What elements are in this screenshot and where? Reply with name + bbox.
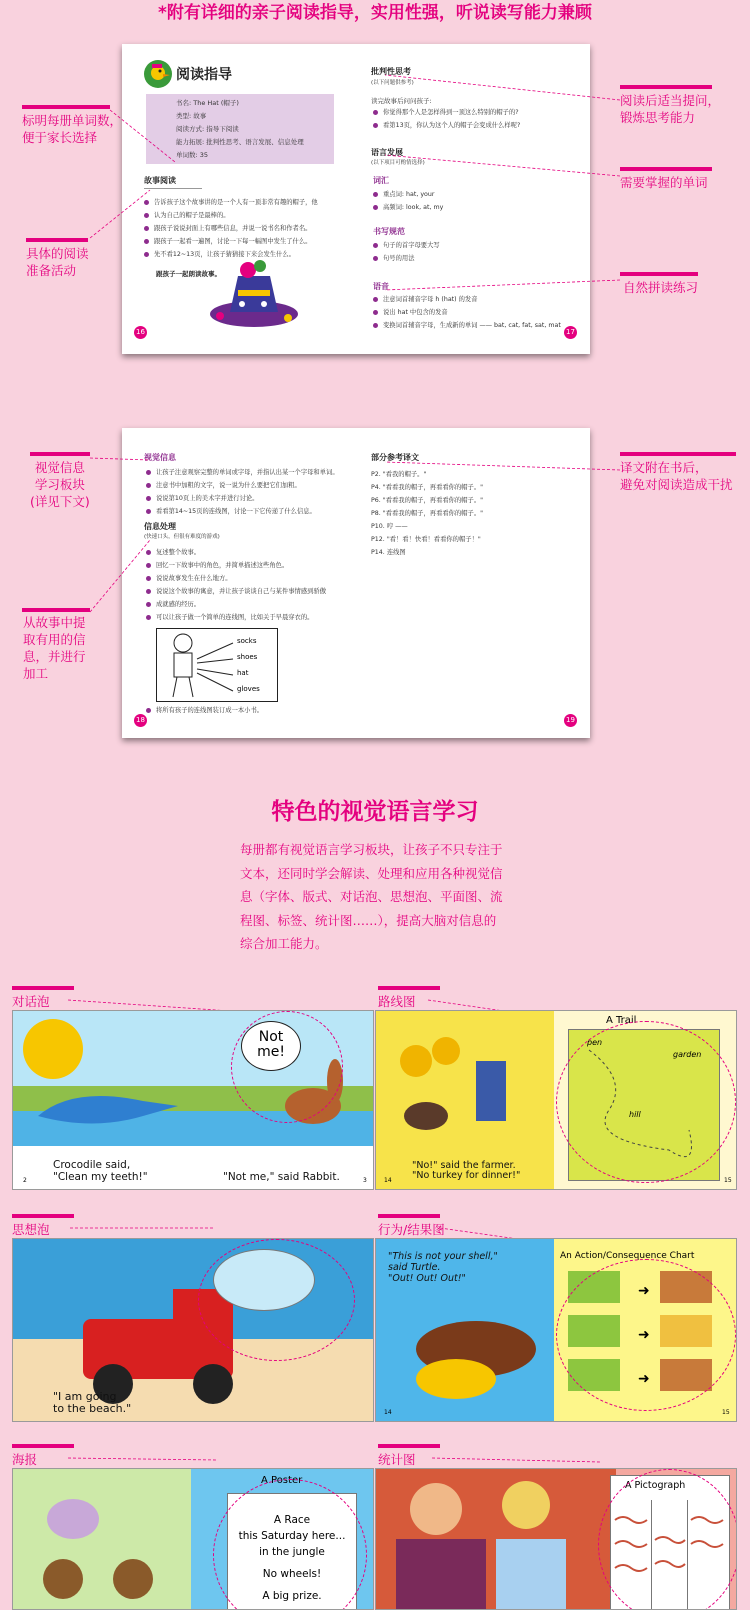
bullet-item: 看第13页，你认为这个人的帽子会变成什么样呢? — [373, 119, 520, 132]
section-description — [240, 838, 530, 956]
bullet-item: 说说第10页上的美术字并进行讨论。 — [146, 492, 339, 505]
heading-note: (以下问题供参考) — [371, 80, 414, 86]
bullet-item: 重点词: hat, your — [373, 188, 443, 201]
callout-phonics: 自然拼读练习 — [623, 280, 699, 295]
info-line: 能力拓展: 批判性思考、语言发展、信息处理 — [176, 138, 304, 146]
translation-line: P2. "看我的帽子。" — [371, 471, 427, 478]
info-processing-heading: 信息处理 — [144, 522, 176, 531]
heading-note: (以下项目可酌情选择) — [371, 160, 425, 166]
section-title: 特色的视觉语言学习 — [271, 798, 479, 825]
panel-label: 海报 — [12, 1452, 38, 1467]
chart-title: A Pictograph — [625, 1480, 686, 1491]
bullet-item: 注意书中加粗的文字，说一说为什么要把它们加粗。 — [146, 479, 339, 492]
bullet-item: 变换词首辅音字母，生成新的单词 —— bat, cat, fat, sat, mat — [373, 319, 561, 332]
question-intro: 读完故事后问问孩子: — [371, 97, 432, 105]
vocab-heading: 词汇 — [373, 176, 389, 185]
panel-caption: "This is not your shell," said Turtle. "Out! Out! Out!" — [388, 1251, 498, 1284]
page-number: 2 — [23, 1177, 27, 1184]
callout-info-processing: 从故事中提 取有用的信 息，并进行 加工 — [23, 615, 86, 681]
translation-line: P10. 哼 —— — [371, 523, 408, 530]
top-banner: *附有详细的亲子阅读指导，实用性强，听说读写能力兼顾 — [158, 3, 592, 23]
story-heading: 故事阅读 — [144, 176, 176, 185]
bullet-item: 你觉得那个人是怎样得到一顶这么特别的帽子的? — [373, 106, 520, 119]
speech-bubble: Not me! — [241, 1021, 301, 1071]
desc-line: 程图、标签、统计图……），提高大脑对信息的 — [240, 912, 497, 928]
bullet-item: 注意词首辅音字母 h (hat) 的发音 — [373, 293, 561, 306]
page-number: 17 — [564, 326, 577, 339]
desc-line: 息（字体、版式、对话泡、思想泡、平面图、流 — [240, 889, 503, 904]
translation-line: P6. "看看我的帽子，再看看你的帽子。" — [371, 497, 484, 504]
poster-panel — [12, 1468, 374, 1610]
poster-title: A Poster — [261, 1475, 303, 1486]
arrow-icon: ➜ — [638, 1327, 650, 1343]
guide-title: 阅读指导 — [176, 67, 232, 83]
panel-caption: "No!" said the farmer. "No turkey for dinner!" — [412, 1160, 521, 1181]
info-line: 单词数: 35 — [176, 151, 209, 159]
callout-vocab: 需要掌握的单词 — [620, 175, 708, 190]
diagram-word: gloves — [237, 685, 260, 693]
info-line: 书名: The Hat (帽子) — [176, 99, 239, 107]
page-number: 3 — [363, 1177, 367, 1184]
arrow-icon: ➜ — [638, 1371, 650, 1387]
thought-bubble-panel — [12, 1238, 374, 1422]
bullet-item: 先不看12~13页，让孩子猜猜接下来会发生什么。 — [144, 248, 318, 261]
writing-heading: 书写规范 — [373, 227, 405, 236]
callout-reading-prep: 具体的阅读 准备活动 — [26, 246, 89, 278]
bullet-item: 句号的用法 — [373, 252, 440, 265]
bullet-item: 让孩子注意观察完整的单词或字母，并指认出某一个字母和单词。 — [146, 466, 339, 479]
bullet-item: 可以让孩子做一个简单的连线图，比如关于早晨穿衣的。 — [146, 611, 326, 624]
info-line: 阅读方式: 指导下阅读 — [176, 125, 239, 133]
diagram-word: hat — [237, 669, 249, 677]
panel-label: 路线图 — [378, 994, 416, 1009]
info-line: 类型: 故事 — [176, 112, 207, 120]
chart-title: An Action/Consequence Chart — [560, 1251, 695, 1261]
bullet-item: 复述整个故事。 — [146, 546, 326, 559]
page-number: 18 — [134, 714, 147, 727]
pictograph-panel — [375, 1468, 737, 1610]
map-label: hill — [629, 1110, 641, 1119]
arrow-icon: ➜ — [638, 1283, 650, 1299]
page-number: 14 — [384, 1409, 392, 1416]
poster-line: A big prize. — [262, 1590, 322, 1602]
bullet-item: 句子的首字母要大写 — [373, 239, 440, 252]
bullet-item: 将所有孩子的连线图装订成一本小书。 — [146, 704, 263, 717]
poster-line: No wheels! — [262, 1568, 322, 1580]
panel-caption: Crocodile said, "Clean my teeth!" — [53, 1159, 148, 1183]
bullet-item: 说说这个故事的寓意，并让孩子谈谈自己与某件事情感到骄傲 — [146, 585, 326, 598]
read-together-line: 跟孩子一起朗读故事。 — [156, 270, 221, 278]
panel-caption: "Not me," said Rabbit. — [223, 1171, 340, 1183]
bullet-item: 说说故事发生在什么地方。 — [146, 572, 326, 585]
panel-label: 思想泡 — [12, 1222, 50, 1237]
map-label: garden — [673, 1050, 702, 1059]
farmer-illustration — [386, 1031, 546, 1151]
callout-word-count: 标明每册单词数， 便于家长选择 — [22, 113, 123, 145]
family-illustration — [376, 1469, 616, 1609]
panel-caption: "I am going to the beach." — [53, 1390, 132, 1415]
critical-thinking-heading: 批判性思考 — [371, 67, 411, 76]
crocodile-illustration — [33, 1076, 183, 1136]
speech-bubble-panel — [12, 1010, 374, 1190]
language-heading: 语言发展 — [371, 148, 403, 157]
turtle-illustration — [396, 1299, 546, 1409]
translation-line: P4. "看看我的帽子，再看看你的帽子。" — [371, 484, 484, 491]
page-number: 19 — [564, 714, 577, 727]
desc-line: 文本，还同时学会解读、处理和应用各种视觉信 — [240, 865, 503, 881]
bullet-item: 告诉孩子这个故事讲的是一个人有一顶非常有趣的帽子，他 — [144, 196, 318, 209]
page-number: 14 — [384, 1177, 392, 1184]
poster-line: this Saturday here... — [238, 1530, 346, 1542]
poster-line: in the jungle — [259, 1546, 325, 1558]
callout-translation: 译文附在书后， 避免对阅读造成干扰 — [620, 460, 733, 492]
page-number: 16 — [134, 326, 147, 339]
callout-visual-info: 视觉信息 学习板块 (详见下文) — [30, 460, 90, 509]
panel-label: 对话泡 — [12, 994, 50, 1009]
bullet-item-cont: 认为自己的帽子是最棒的。 — [144, 209, 318, 222]
map-label: pen — [587, 1038, 603, 1047]
bullet-item: 跟孩子一起看一遍图，讨论一下每一幅图中发生了什么。 — [144, 235, 318, 248]
phonics-heading: 语音 — [373, 282, 389, 291]
animals-illustration — [23, 1479, 183, 1609]
page-number: 15 — [722, 1409, 730, 1416]
desc-line: 综合加工能力。 — [240, 936, 328, 951]
translation-line: P12. "看！看！快看！看看你的帽子！" — [371, 536, 481, 543]
bullet-item: 高频词: look, at, my — [373, 201, 443, 214]
translation-heading: 部分参考译文 — [371, 453, 419, 462]
trail-panel — [375, 1010, 737, 1190]
poster-line: A Race — [273, 1514, 311, 1526]
bullet-item: 跟孩子说说封面上有哪些信息，并说一说书名和作者名。 — [144, 222, 318, 235]
diagram-word: shoes — [237, 653, 258, 661]
bullet-item: 回忆一下故事中的角色，并简单描述这些角色。 — [146, 559, 326, 572]
visual-info-heading: 视觉信息 — [144, 453, 176, 462]
bullet-item: 说出 hat 中包含的发音 — [373, 306, 561, 319]
action-chart-panel — [375, 1238, 737, 1422]
trail-title: A Trail — [606, 1015, 637, 1026]
translation-line: P8. "看看我的帽子，再看看你的帽子。" — [371, 510, 484, 517]
diagram-word: socks — [237, 637, 257, 645]
panel-label: 行为/结果图 — [378, 1222, 445, 1237]
callout-questions: 阅读后适当提问， 锻炼思考能力 — [620, 93, 721, 125]
bullet-item: 看看第14~15页的连线图，讨论一下它传递了什么信息。 — [146, 505, 339, 518]
heading-note: (快速口头，但很有难度的游戏) — [144, 534, 220, 540]
page-number: 15 — [724, 1177, 732, 1184]
panel-label: 统计图 — [378, 1452, 416, 1467]
bullet-item-cont: 成就感的经历。 — [146, 598, 326, 611]
desc-line: 每册都有视觉语言学习板块，让孩子不只专注于 — [240, 842, 503, 857]
translation-line: P14. 连线图 — [371, 549, 406, 556]
